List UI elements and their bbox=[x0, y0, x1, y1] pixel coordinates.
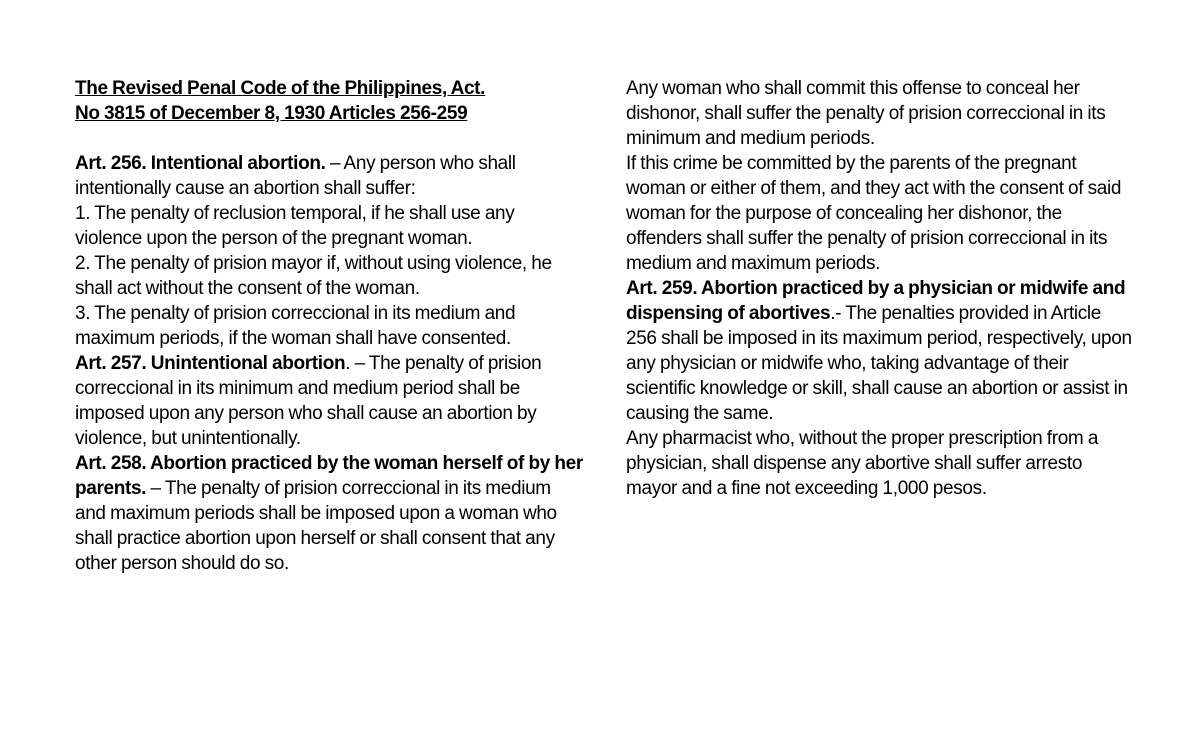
document-title bbox=[75, 76, 585, 126]
article-257 bbox=[75, 351, 585, 451]
article-259 bbox=[626, 276, 1136, 426]
article-256-heading: Art. 256. Intentional abortion. bbox=[75, 153, 326, 174]
article-256-item-2: 2. The penalty of prision mayor if, without using violence, he shall act without the consent of the woman. bbox=[75, 253, 552, 299]
article-258-body: – The penalty of prision correccional in its medium and maximum periods shall be imposed upon a woman who shall practice abortion upon herself or shall consent that any other person should do so. bbox=[75, 478, 557, 574]
article-258 bbox=[75, 451, 585, 576]
article-256-item-1: 1. The penalty of reclusion temporal, if he shall use any violence upon the person of the pregnant woman. bbox=[75, 203, 515, 249]
article-259-body: .- The penalties provided in Article 256 shall be imposed in its maximum period, respectively, upon any physician or midwife who, taking advantage of their scientific knowledge or skill, shall cause an abortion or assist in causing the same. bbox=[626, 303, 1132, 424]
article-258-paragraph-2: Any woman who shall commit this offense to conceal her dishonor, shall suffer the penalty of prision correccional in its minimum and medium periods. bbox=[626, 78, 1106, 149]
article-259-paragraph-2: Any pharmacist who, without the proper prescription from a physician, shall dispense any abortive shall suffer arresto mayor and a fine not exceeding 1,000 pesos. bbox=[626, 428, 1099, 499]
spacer bbox=[75, 126, 585, 151]
article-256-intro: – Any person who shall intentionally cause an abortion shall suffer: bbox=[75, 153, 516, 199]
article-259-heading: Art. 259. Abortion practiced by a physician or midwife and dispensing of abortives bbox=[626, 278, 1126, 324]
left-column bbox=[75, 76, 585, 576]
article-258-heading: Art. 258. Abortion practiced by the woman herself of by her parents. bbox=[75, 453, 583, 499]
article-256-item-3: 3. The penalty of prision correccional in its medium and maximum periods, if the woman shall have consented. bbox=[75, 303, 516, 349]
title-line-1: The Revised Penal Code of the Philippines, Act. bbox=[75, 78, 486, 99]
article-256 bbox=[75, 151, 585, 201]
article-258-paragraph-3: If this crime be committed by the parents of the pregnant woman or either of them, and they act with the consent of said woman for the purpose of concealing her dishonor, the offenders shall suffer the penalty of prision correccional in its medium and maximum periods. bbox=[626, 153, 1122, 274]
right-column bbox=[626, 76, 1136, 501]
article-257-heading: Art. 257. Unintentional abortion bbox=[75, 353, 346, 374]
title-line-2: No 3815 of December 8, 1930 Articles 256-259 bbox=[75, 103, 468, 124]
article-257-body: . – The penalty of prision correccional in its minimum and medium period shall be imposed upon any person who shall cause an abortion by violence, but unintentionally. bbox=[75, 353, 542, 449]
